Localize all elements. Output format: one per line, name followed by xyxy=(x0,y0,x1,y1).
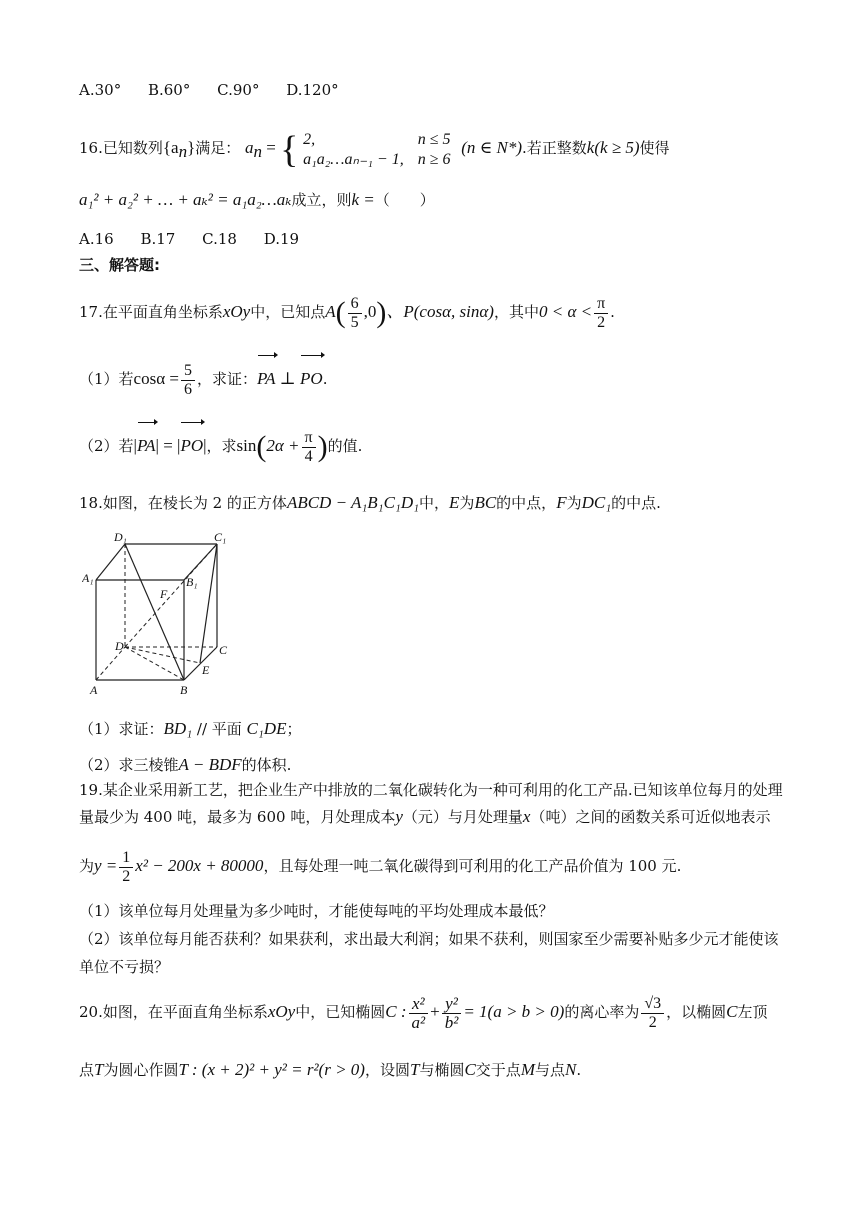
cube-figure xyxy=(82,532,232,698)
q17-part2: （2）若|PA| = |PO|，求sin(2α + $\frac{\pi}{4}$ )的值. xyxy=(79,424,362,469)
section-title: 三、解答题: xyxy=(79,256,160,274)
piecewise-definition: { 2, n ≤ 5 a₁a₂…aₙ₋₁ − 1, n ≥ 6 xyxy=(280,128,451,171)
cube-diagram xyxy=(82,532,232,698)
label-e: E xyxy=(202,663,210,677)
choice-a: A.16 xyxy=(79,230,114,248)
q15-choices xyxy=(79,80,361,100)
q19-line2: 量最少为 400 吨，最多为 600 吨，月处理成本y（元）与月处理量x（吨）之间的函数关系可近似地表示 xyxy=(79,807,771,826)
frac-pi-half: $\frac{\pi}{2}$ xyxy=(594,295,608,332)
frac-one-half: $\frac{1}{2}$ xyxy=(119,849,133,886)
q19-part2b: 单位不亏损？ xyxy=(79,958,170,976)
label-d: D xyxy=(115,639,124,653)
frac-six-fifths: $\frac{6}{5}$ xyxy=(348,295,362,332)
q19-line1: 19.某企业采用新工艺，把企业生产中排放的二氧化碳转化为一种可利用的化工产品.已知该单位每月的处理 xyxy=(79,781,783,799)
label-f: F xyxy=(160,587,168,601)
frac-y2-b2: $\frac{\text{y²}}{\text{b²}}$ xyxy=(442,995,462,1032)
q16-choices xyxy=(79,229,321,249)
label-c1: C₁ xyxy=(214,532,227,544)
q20-line1: 20.如图，在平面直角坐标系xOy中，已知椭圆C : $\frac{\text{x²}}{\text{a²}}$ + $\frac{\text{y²}}{\text{b²}}$ = 1(a > b > 0)的离心率为 $\frac{√3}{2}$ ，以椭圆C左顶 xyxy=(79,993,768,1032)
choice-b: B.60° xyxy=(147,81,191,99)
q19-part1: （1）该单位每月处理量为多少吨时，才能使每吨的平均处理成本最低？ xyxy=(79,902,554,920)
frac-pi-quarter: $\frac{\pi}{4}$ xyxy=(302,429,316,466)
choice-a: A.30° xyxy=(79,81,122,99)
label-d1: D₁ xyxy=(114,532,127,544)
q18-stem: 18.如图，在棱长为 2 的正方体ABCD − A₁B₁C₁D₁中，E为BC的中点，F为DC₁的中点. xyxy=(79,493,661,512)
label-c: C xyxy=(219,643,228,657)
frac-x2-a2: $\frac{\text{x²}}{\text{a²}}$ xyxy=(409,995,429,1032)
q16-line2: a₁² + a₂² + … + aₖ² = a₁a₂…aₖ成立，则k =（ ） xyxy=(79,190,435,209)
choice-c: C.90° xyxy=(217,81,260,99)
choice-b: B.17 xyxy=(140,230,176,248)
q18-part2: （2）求三棱锥A − BDF的体积. xyxy=(79,755,292,774)
q20-line2: 点T为圆心作圆T : (x + 2)² + y² = r²(r > 0)，设圆T与椭圆C交于点M与点N. xyxy=(79,1060,582,1079)
label-a: A xyxy=(90,683,98,697)
q17-part1: （1）若cosα = $\frac{5}{6}$ ，求证：PA ⊥ PO. xyxy=(79,357,328,401)
label-a1: A₁ xyxy=(82,571,94,585)
label-b1: B₁ xyxy=(186,575,198,589)
choice-d: D.19 xyxy=(263,230,300,248)
q16-stem: 16.已知数列$\{a_n\}$满足： $a_n$ = { 2, n ≤ 5 a₁a₂…aₙ₋₁ − 1, n ≥ 6 (n ∈ N*).若正整数k(k ≥ 5)使得 xyxy=(79,128,670,171)
q17-stem: 17.在平面直角坐标系xOy中，已知点A( $\frac{6}{5}$ ,0)、P(cosα, sinα)，其中0 < α < $\frac{\pi}{2}$ . xyxy=(79,294,615,331)
choice-c: C.18 xyxy=(202,230,237,248)
frac-sqrt3-half: $\frac{√3}{2}$ xyxy=(641,995,664,1032)
q19-part2a: （2）该单位每月能否获利？如果获利，求出最大利润；如果不获利，则国家至少需要补贴多少元才能使该 xyxy=(79,930,779,948)
frac-five-sixths: $\frac{5}{6}$ xyxy=(181,362,195,399)
choice-d: D.120° xyxy=(286,81,339,99)
q18-part1: （1）求证：BD₁ // 平面 C₁DE； xyxy=(79,719,302,738)
q19-line3: 为y = $\frac{1}{2}$ x² − 200x + 80000，且每处理一吨二氧化碳得到可利用的化工产品价值为 100 元. xyxy=(79,848,682,885)
label-b: B xyxy=(180,683,188,697)
